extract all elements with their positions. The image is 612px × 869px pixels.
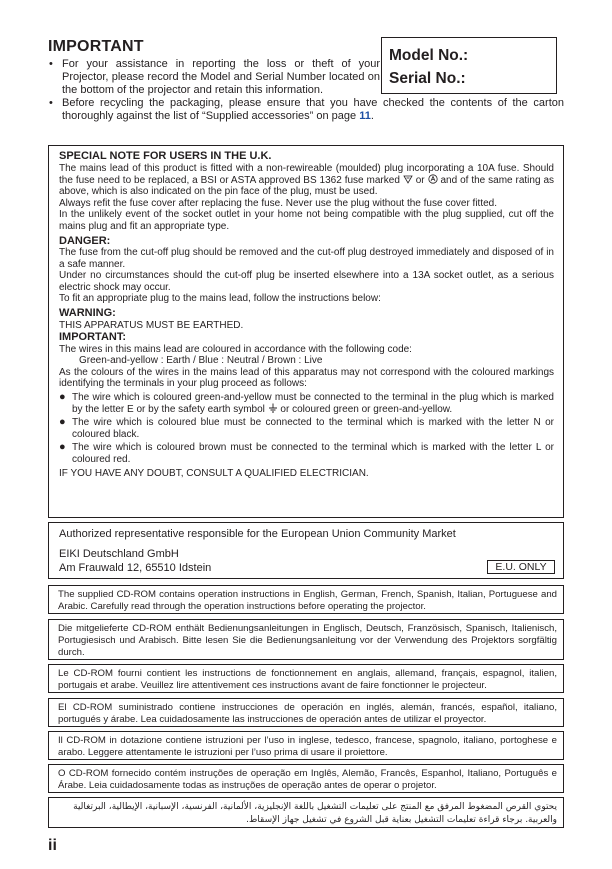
eu-company-name: EIKI Deutschland GmbH xyxy=(59,547,179,560)
bullet-record-serial-text: For your assistance in reporting the loss or theft of your Projector, please record the Model and Serial Number located on the bottom of the projector and retain this information. xyxy=(62,58,380,96)
cdrom-note-arabic-text: يحتوي القرص المضغوط المرفق مع المنتج على تعليمات التشغيل باللغة الإنجليزية، الألمانية، الفرنسية، الإسبانية، الإيطالية، البرتغالية والعربية. برجاء قراءة تعليمات التشغيل بعناية قبل الشروع في تشغيل جهاز الإسقاط. xyxy=(73,802,557,825)
cdrom-note-english-text: The supplied CD-ROM contains operation instructions in English, German, French, Spanish, Italian, Portuguese and Arabic. Carefully read through the operation instructions before operating the projector. xyxy=(58,589,557,612)
page-reference-link[interactable]: 11 xyxy=(359,110,371,122)
danger-text-1: The fuse from the cut-off plug should be removed and the cut-off plug destroyed immediately and disposed of in a safe manner. xyxy=(59,247,554,270)
fuse-text-2: or xyxy=(412,174,428,186)
wire-color-code: Green-and-yellow : Earth / Blue : Neutral / Brown : Live xyxy=(79,355,323,367)
bsi-kitemark-icon xyxy=(403,174,413,184)
bullet-dot-icon: ● xyxy=(59,416,66,429)
fuse-cover-paragraph: Always refit the fuse cover after replacing the fuse. Never use the plug without the fuse cover fitted. xyxy=(59,197,498,209)
bullet-recycling-end: . xyxy=(370,110,374,122)
danger-heading: DANGER: xyxy=(59,234,111,247)
uk-special-note-box xyxy=(48,145,564,518)
wire-item-earth xyxy=(59,392,554,416)
wire-live-text: The wire which is coloured brown must be connected to the terminal which is marked with the letter L or coloured red. xyxy=(72,442,554,465)
cdrom-note-italian-text: Il CD-ROM in dotazione contiene istruzioni per l’uso in inglese, tedesco, francese, spagnolo, italiano, portoghese e arabo. Leggere attentamente le istruzioni per l’uso prima di usare il proiettore. xyxy=(58,735,557,758)
eu-representative-box xyxy=(48,522,564,579)
bullet-dot-icon: • xyxy=(49,97,53,109)
danger-text-2: Under no circumstances should the cut-off plug be inserted elsewhere into a 13A socket outlet, as a serious electric shock may occur. xyxy=(59,270,554,293)
cdrom-note-english xyxy=(48,585,564,614)
fuse-paragraph xyxy=(59,163,554,198)
cdrom-note-arabic xyxy=(48,797,564,828)
socket-paragraph: In the unlikely event of the socket outlet in your home not being compatible with the plug supplied, cut off the mains plug and fit an appropriate type. xyxy=(59,209,554,232)
cdrom-note-italian xyxy=(48,731,564,760)
bullet-dot-icon: • xyxy=(49,58,53,70)
important-bullets xyxy=(48,58,564,123)
important-heading: IMPORTANT xyxy=(48,38,144,55)
cdrom-note-german xyxy=(48,619,564,660)
electrician-advice: IF YOU HAVE ANY DOUBT, CONSULT A QUALIFIED ELECTRICIAN. xyxy=(59,467,369,479)
warning-text: THIS APPARATUS MUST BE EARTHED. xyxy=(59,319,244,331)
cdrom-note-portuguese-text: O CD-ROM fornecido contém instruções de operação em Inglês, Alemão, Francês, Espanhol, Italiano, Português e Árabe. Leia cuidadosamente todas as instruções de operação antes de operar o projetor. xyxy=(58,768,557,791)
wire-earth-text-2: or coloured green or green-and-yellow. xyxy=(277,403,453,415)
wire-item-neutral xyxy=(59,417,554,440)
bullet-recycling xyxy=(48,97,564,123)
wire-earth-text-1: The wire which is coloured green-and-yellow must be connected to the terminal in the plug which is marked by the letter E or by the safety earth symbol xyxy=(72,391,554,415)
eu-only-badge: E.U. ONLY xyxy=(487,560,555,574)
bullet-recycling-text: Before recycling the packaging, please ensure that you have checked the contents of the carton thoroughly against the list of “Supplied accessories” on page xyxy=(62,97,564,122)
uk-note-heading: SPECIAL NOTE FOR USERS IN THE U.K. xyxy=(59,150,272,162)
earth-symbol-icon xyxy=(268,403,278,413)
fuse-text-3: and of the same rating as above, which is also indicated on the pin face of the plug, must be used. xyxy=(59,174,555,198)
model-number-label: Model No.: xyxy=(389,47,469,64)
eu-rep-line: Authorized representative responsible for the European Union Community Market xyxy=(59,528,456,540)
bullet-dot-icon: ● xyxy=(59,441,66,454)
cdrom-note-portuguese xyxy=(48,764,564,793)
wire-code-intro: The wires in this mains lead are coloured in accordance with the following code: xyxy=(59,343,412,355)
asta-mark-icon xyxy=(428,174,438,184)
important-subheading: IMPORTANT: xyxy=(59,331,127,344)
warning-heading: WARNING: xyxy=(59,307,116,320)
bullet-dot-icon: ● xyxy=(59,390,66,403)
wire-item-live xyxy=(59,442,554,465)
cdrom-note-french-text: Le CD-ROM fourni contient les instructions de fonctionnement en anglais, allemand, français, espagnol, italien, portugais et arabe. Veuillez lire attentivement ces instructions avant de faire fonctionner le projecteur. xyxy=(58,668,557,691)
eu-company-address: Am Frauwald 12, 65510 Idstein xyxy=(59,562,212,574)
page-number: ii xyxy=(48,837,57,854)
danger-text-3: To fit an appropriate plug to the mains lead, follow the instructions below: xyxy=(59,293,381,305)
cdrom-note-german-text: Die mitgelieferte CD-ROM enthält Bedienungsanleitungen in Englisch, Deutsch, Französisch, Spanisch, Italienisch, Portugiesisch und Arabisch. Bitte lesen Sie die Bedienungsanleitung vor der Verwendung des Projektors sorgfältig durch. xyxy=(58,623,557,658)
cdrom-note-french xyxy=(48,664,564,693)
wire-colour-note: As the colours of the wires in the mains lead of this apparatus may not correspond with the coloured markings identifying the terminals in your plug proceed as follows: xyxy=(59,366,554,390)
cdrom-note-spanish-text: El CD-ROM suministrado contiene instrucciones de operación en inglés, alemán, francés, español, italiano, portugués y árabe. Lea cuidadosamente las instrucciones de operación antes de utilizar el proyector. xyxy=(58,702,557,725)
cdrom-note-spanish xyxy=(48,698,564,727)
bullet-record-serial xyxy=(48,58,380,97)
serial-number-label: Serial No.: xyxy=(389,70,466,87)
wire-neutral-text: The wire which is coloured blue must be connected to the terminal which is marked with the letter N or coloured black. xyxy=(72,417,554,440)
fuse-text-1: The mains lead of this product is fitted with a non-rewireable (moulded) plug incorporating a 10A fuse. Should the fuse need to be replaced, a BSI or ASTA approved BS 1362 fuse marked xyxy=(59,162,554,186)
